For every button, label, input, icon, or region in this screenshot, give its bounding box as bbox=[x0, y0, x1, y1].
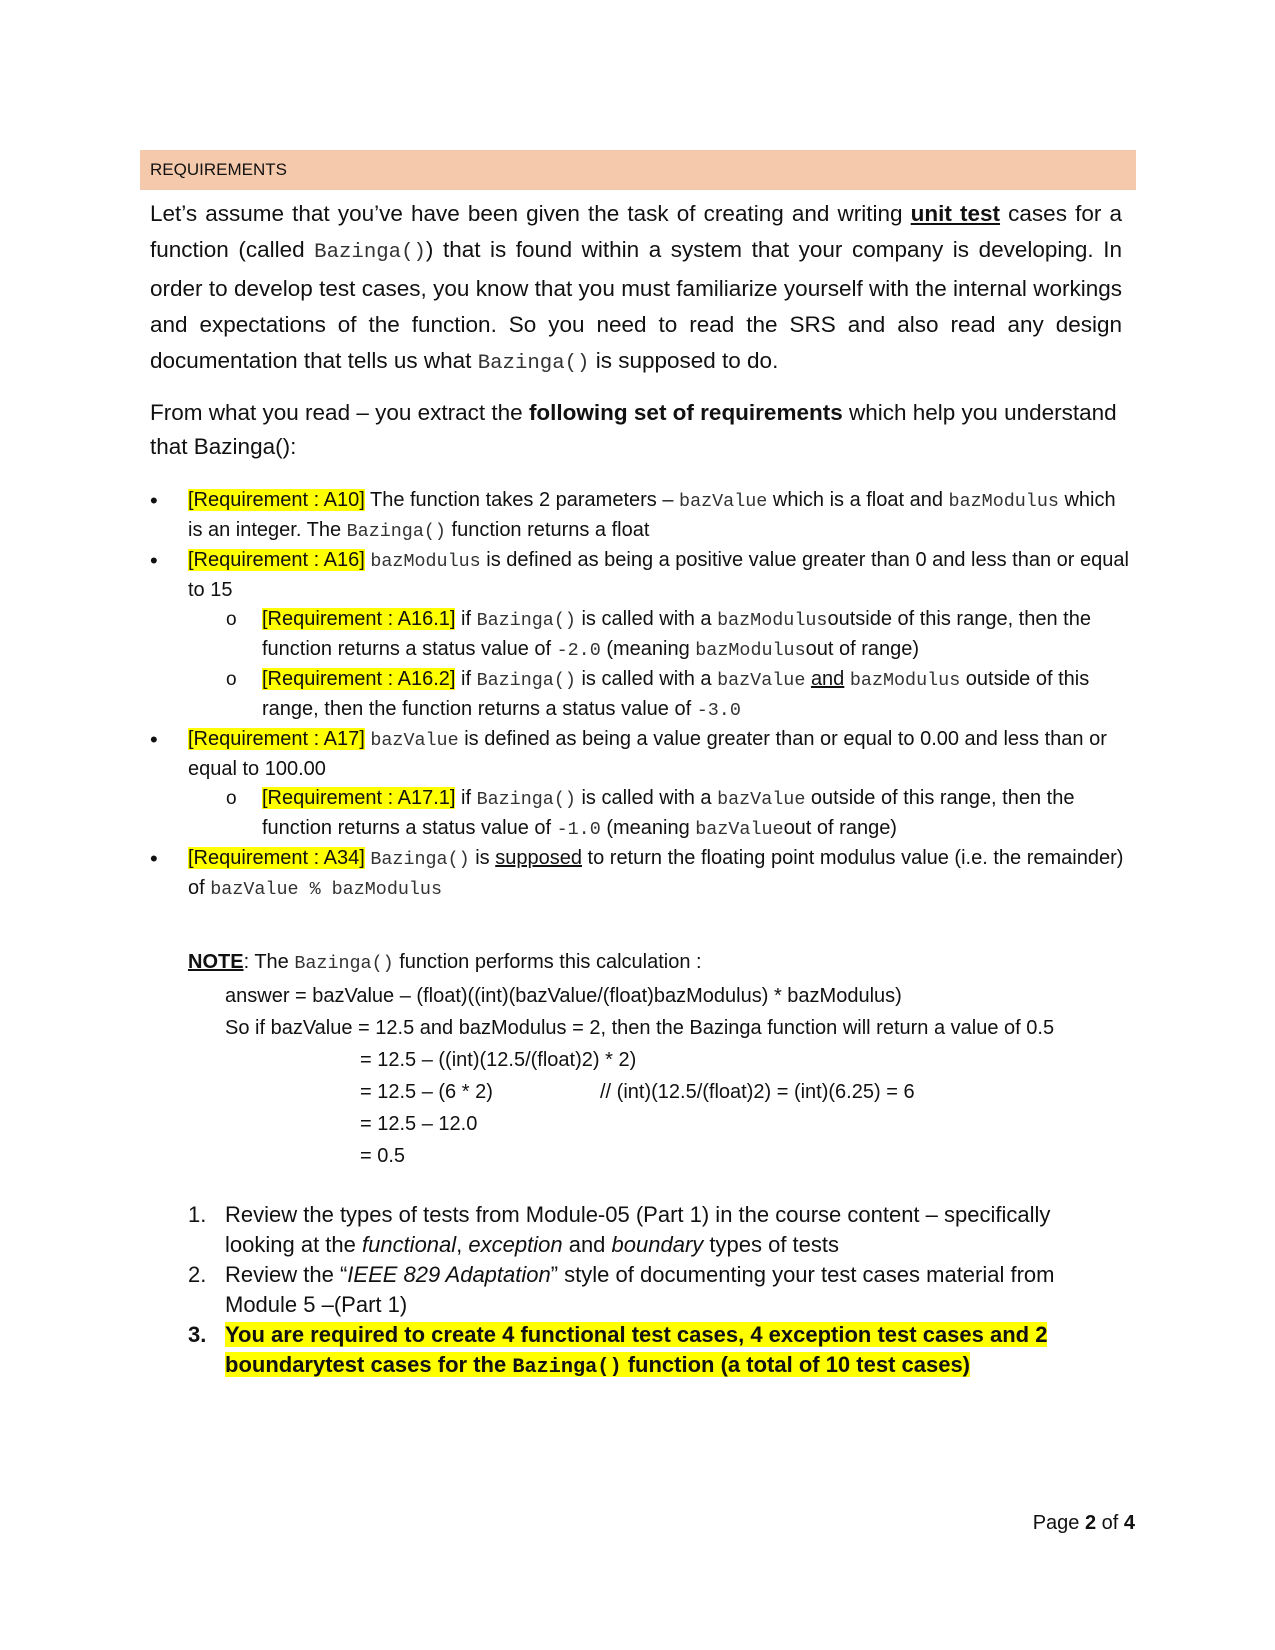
note-example: So if bazValue = 12.5 and bazModulus = 2, then the Bazinga function will return a value of 0.5 bbox=[225, 1017, 1055, 1039]
requirement-a16-1: o [Requirement : A16.1] if Bazinga() is called with a bazModulusoutside of this range, then the function returns a status value of -2.0 (meaning bazModulusout of range) bbox=[150, 605, 1130, 665]
requirement-a34: • [Requirement : A34] Bazinga() is supposed to return the floating point modulus value (i.e. the remainder) of bazValue % bazModulus bbox=[150, 844, 1130, 904]
requirement-a16: • [Requirement : A16] bazModulus is defined as being a positive value greater than 0 and less than or equal to 15 bbox=[150, 546, 1130, 605]
page-number: Page 2 of 4 bbox=[1032, 1512, 1135, 1534]
requirement-a17: • [Requirement : A17] bazValue is defined as being a value greater than or equal to 0.00 and less than or equal to 100.00 bbox=[150, 725, 1130, 784]
note-step-2-comment: // (int)(12.5/(float)2) = (int)(6.25) = 6 bbox=[600, 1081, 915, 1103]
note-formula: answer = bazValue – (float)((int)(bazValue/(float)bazModulus) * bazModulus) bbox=[225, 985, 902, 1007]
task-list bbox=[188, 1200, 1088, 1383]
task-item-2: 2. Review the “IEEE 829 Adaptation” style of documenting your test cases material from Module 5 –(Part 1) bbox=[188, 1262, 1055, 1317]
intro-paragraph: Let’s assume that you’ve have been given the task of creating and writing unit test cases for a function (called Bazinga()) that is found within a system that your company is developing. In order to develop test cases, you know that you must familiarize yourself with the internal workings and expectations of the function. So you need to read the SRS and also read any design documentation that tells us what Bazinga() is supposed to do. bbox=[150, 201, 1122, 375]
note-step-2: = 12.5 – (6 * 2) // (int)(12.5/(float)2) = (int)(6.25) = 6 bbox=[360, 1076, 1128, 1108]
note-heading: NOTE: The Bazinga() function performs this calculation : bbox=[188, 951, 702, 974]
section-header bbox=[140, 150, 1136, 190]
requirement-a16-2: o [Requirement : A16.2] if Bazinga() is called with a bazValue and bazModulus outside of this range, then the function returns a status value of -3.0 bbox=[150, 665, 1130, 725]
section-title: REQUIREMENTS bbox=[150, 160, 287, 179]
task-item-3: 3. You are required to create 4 functional test cases, 4 exception test cases and 2 boundarytest cases for the Bazinga() function (a total of 10 test cases) bbox=[188, 1322, 1048, 1379]
note-step-4: = 0.5 bbox=[360, 1145, 406, 1167]
requirement-a17-1: o [Requirement : A17.1] if Bazinga() is called with a bazValue outside of this range, then the function returns a status value of -1.0 (meaning bazValueout of range) bbox=[150, 784, 1130, 844]
requirement-a10: • [Requirement : A10] The function takes 2 parameters – bazValue which is a float and bazModulus which is an integer. The Bazinga() function returns a float bbox=[150, 486, 1130, 546]
note-step-3: = 12.5 – 12.0 bbox=[360, 1113, 478, 1135]
note-step-1: = 12.5 – ((int)(12.5/(float)2) * 2) bbox=[360, 1049, 637, 1071]
note-block bbox=[188, 946, 1128, 1172]
task-item-1: 1. Review the types of tests from Module-05 (Part 1) in the course content – specifically looking at the functional, exception and boundary types of tests bbox=[188, 1202, 1051, 1257]
requirements-lead-paragraph: From what you read – you extract the following set of requirements which help you understand that Bazinga(): bbox=[150, 400, 1117, 459]
requirements-list bbox=[150, 486, 1130, 904]
